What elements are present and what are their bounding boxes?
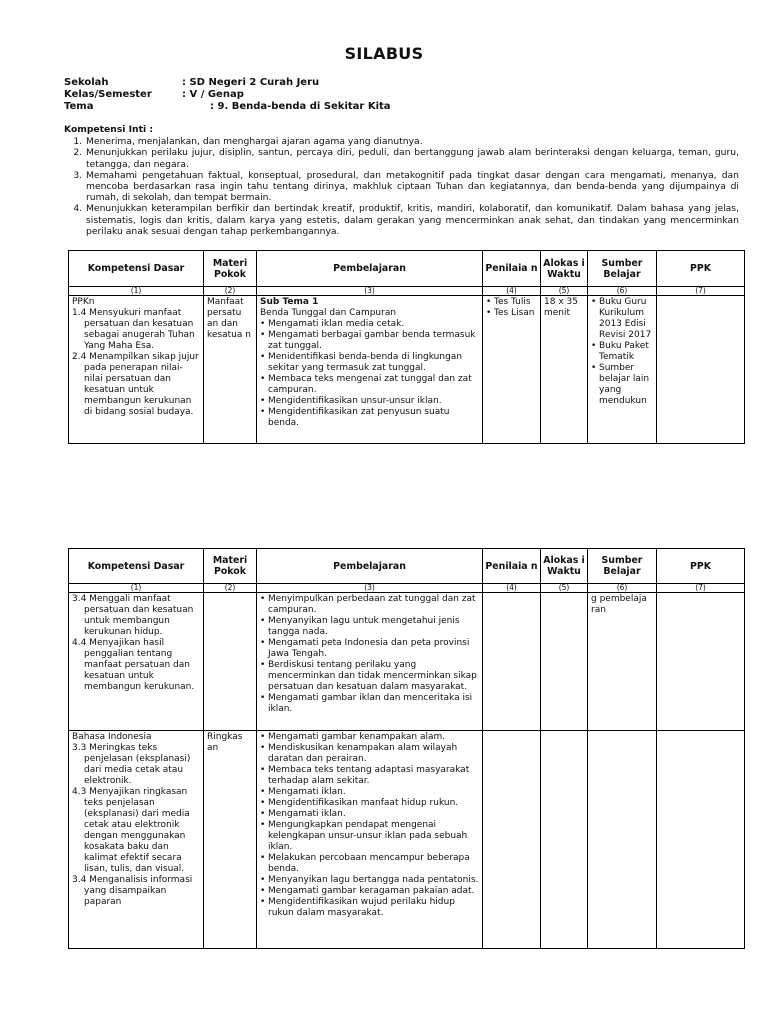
list-item: • Berdiskusi tentang perilaku yang mencerminkan dan tidak mencerminkan sikap persatuan dan kesatuan dalam masyarakat. [260,660,479,693]
header-row [69,251,745,287]
col-number: (5) [541,287,588,296]
header-pembelajaran: Pembelajaran [257,549,483,584]
activity-list [260,594,479,715]
ppk-cell [657,593,745,731]
ki-item: 3. Memahami pengetahuan faktual, konseptual, prosedural, dan metakognitif pada tingkat dasar dengan cara mengamati, menanya, dan mencoba berdasarkan rasa ingin tahu tentang dirinya, makhluk ciptaan Tuhan dan kegiatannya, dan benda-benda yang dijumpainya di rumah, di sekolah, dan tempat bermain. [85,170,739,204]
meta-label: Kelas/Semester [64,89,152,100]
column-number-row [69,287,745,296]
pembelajaran-cell [257,593,483,731]
kd-item: 3.3 Meringkas teks penjelasan (eksplanasi) dari media cetak atau elektronik. [72,743,191,786]
sumber-cell: g pembelaja ran [588,593,657,731]
penilaian-cell [483,593,541,731]
col-number: (6) [588,584,657,593]
list-item: • Mengamati iklan media cetak. [260,319,479,330]
meta-row-kelas [64,89,391,101]
meta-row-tema [64,101,391,113]
header-row [69,549,745,584]
syllabus-table-2 [68,548,745,949]
list-item: • Mengidentifikasikan manfaat hidup rukun. [260,798,479,809]
list-item: • Membaca teks tentang adaptasi masyarakat terhadap alam sekitar. [260,765,479,787]
list-item: • Sumber belajar lain yang mendukun [591,363,653,407]
list-item: • Mengidentifikasikan zat penyusun suatu benda. [260,407,479,429]
meta-row-sekolah [64,77,391,89]
header-pembelajaran: Pembelajaran [257,251,483,287]
penilaian-cell [483,296,541,444]
kd-item: 1.4 Mensyukuri manfaat persatuan dan kesatuan sebagai anugerah Tuhan Yang Maha Esa. [72,308,195,351]
assessment-list [486,297,537,319]
list-item: • Mengamati gambar keragaman pakaian adat. [260,886,479,897]
ki-item: 4. Menunjukkan keterampilan berfikir dan bertindak kreatif, produktif, kritis, mandiri, kolaboratif, dan komunikatif. Dalam bahasa yang jelas, sistematis, logis dan kritis, dalam karya yang estetis, dalam gerakan yang mencerminkan anak sehat, dan tindakan yang mencerminkan perilaku anak sesuai dengan tahap perkembangannya. [85,203,739,237]
materi-cell [204,593,257,731]
kd-item: 2.4 Menampilkan sikap jujur pada penerapan nilai-nilai persatuan dan kesatuan untuk membangun kerukunan di bidang sosial budaya. [72,352,199,417]
list-item: • Tes Tulis [486,297,537,308]
col-number: (7) [657,584,745,593]
kd-subject: PPKn [72,297,95,307]
meta-value: : SD Negeri 2 Curah Jeru [182,77,320,88]
col-number: (2) [204,287,257,296]
kd-cell [69,593,204,731]
meta-label: Sekolah [64,77,109,88]
header-penilaian: Penilaia n [483,251,541,287]
ki-item: 2. Menunjukkan perilaku jujur, disiplin, santun, percaya diri, peduli, dan bertanggung jawab alam berinteraksi dengan keluarga, teman, guru, tetangga, dan negara. [85,147,739,169]
syllabus-table-1 [68,250,745,444]
table-row [69,593,745,731]
col-number: (4) [483,584,541,593]
list-item: • Mengamati gambar kenampakan alam. [260,732,479,743]
alokasi-cell [541,593,588,731]
list-item: • Menyanyikan lagu bertangga nada pentatonis. [260,875,479,886]
list-item: • Membaca teks mengenai zat tunggal dan zat campuran. [260,374,479,396]
kd-item: 4.3 Menyajikan ringkasan teks penjelasan (eksplanasi) dari media cetak atau elektronik dengan menggunakan kosakata baku dan kalimat efektif secara lisan, tulis, dan visual. [72,787,190,874]
col-number: (3) [257,287,483,296]
penilaian-cell [483,731,541,949]
source-list [591,297,653,407]
list-item: • Menidentifikasi benda-benda di lingkungan sekitar yang termasuk zat tunggal. [260,352,479,374]
column-number-row [69,584,745,593]
header-kd: Kompetensi Dasar [69,549,204,584]
col-number: (2) [204,584,257,593]
table-row [69,296,745,444]
subtema-subtitle: Benda Tunggal dan Campuran [260,308,397,318]
col-number: (4) [483,287,541,296]
header-alokasi: Alokas i Waktu [541,251,588,287]
list-item: • Mengungkapkan pendapat mengenai kelengkapan unsur-unsur iklan pada sebuah iklan. [260,820,479,853]
header-ppk: PPK [657,549,745,584]
ppk-cell [657,296,745,444]
header-sumber: Sumber Belajar [588,549,657,584]
list-item: • Mengamati iklan. [260,809,479,820]
header-sumber: Sumber Belajar [588,251,657,287]
activity-list [260,319,479,429]
header-materi: Materi Pokok [204,549,257,584]
list-item: • Menyanyikan lagu untuk mengetahui jenis tangga nada. [260,616,479,638]
alokasi-cell: 18 x 35 menit [541,296,588,444]
col-number: (6) [588,287,657,296]
list-item: • Tes Lisan [486,308,537,319]
list-item: • Mendiskusikan kenampakan alam wilayah daratan dan perairan. [260,743,479,765]
ki-list [64,136,739,237]
list-item: • Mengidentifikasikan wujud perilaku hidup rukun dalam masyarakat. [260,897,479,919]
col-number: (7) [657,287,745,296]
identity-block [64,77,391,113]
kd-cell [69,731,204,949]
list-item: • Menyimpulkan perbedaan zat tunggal dan zat campuran. [260,594,479,616]
pembelajaran-cell [257,731,483,949]
list-item: • Mengamati gambar iklan dan menceritaka isi iklan. [260,693,479,715]
list-item: • Buku Paket Tematik [591,341,653,363]
subtema-title: Sub Tema 1 [260,297,319,307]
header-kd: Kompetensi Dasar [69,251,204,287]
ki-heading: Kompetensi Inti : [64,124,154,135]
kd-item: 3.4 Menganalisis informasi yang disampaikan paparan [72,875,193,907]
col-number: (5) [541,584,588,593]
kompetensi-inti [64,124,739,237]
activity-list [260,732,479,919]
header-penilaian: Penilaia n [483,549,541,584]
header-materi: Materi Pokok [204,251,257,287]
col-number: (1) [69,584,204,593]
list-item: • Buku Guru Kurikulum 2013 Edisi Revisi 2017 [591,297,653,341]
table-row [69,731,745,949]
list-item: • Mengamati berbagai gambar benda termasuk zat tunggal. [260,330,479,352]
kd-item: 4.4 Menyajikan hasil penggalian tentang manfaat persatuan dan kesatuan untuk membangun kerukunan. [72,638,195,692]
meta-label: Tema [64,101,94,112]
list-item: • Mengamati iklan. [260,787,479,798]
ki-item: 1. Menerima, menjalankan, dan menghargai ajaran agama yang dianutnya. [85,136,739,147]
materi-cell: Ringkas an [204,731,257,949]
pembelajaran-cell [257,296,483,444]
alokasi-cell [541,731,588,949]
sumber-cell [588,296,657,444]
meta-value: : V / Genap [182,89,244,100]
page-title: SILABUS [344,44,424,63]
kd-item: 3.4 Menggali manfaat persatuan dan kesatuan untuk membangun kerukunan hidup. [72,594,194,637]
sumber-cell [588,731,657,949]
col-number: (3) [257,584,483,593]
list-item: • Mengamati peta Indonesia dan peta provinsi Jawa Tengah. [260,638,479,660]
ppk-cell [657,731,745,949]
col-number: (1) [69,287,204,296]
materi-cell: Manfaat persatu an dan kesatua n [204,296,257,444]
meta-value: : 9. Benda-benda di Sekitar Kita [210,101,391,112]
kd-subject: Bahasa Indonesia [72,732,152,742]
kd-cell [69,296,204,444]
list-item: • Melakukan percobaan mencampur beberapa benda. [260,853,479,875]
header-alokasi: Alokas i Waktu [541,549,588,584]
list-item: • Mengidentifikasikan unsur-unsur iklan. [260,396,479,407]
header-ppk: PPK [657,251,745,287]
